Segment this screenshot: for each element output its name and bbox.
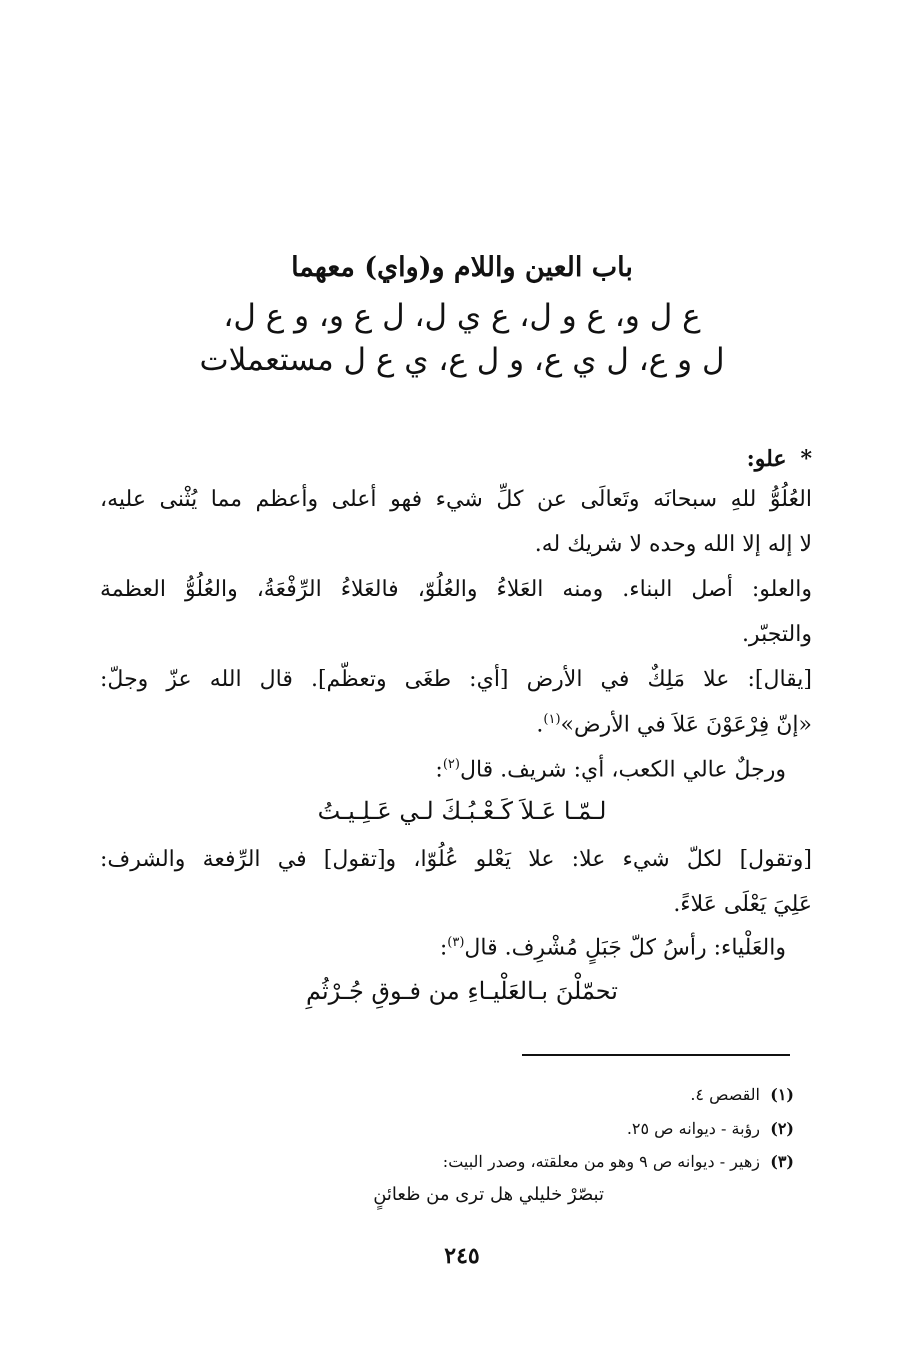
footnote-text: القصص ٤.: [690, 1085, 760, 1104]
body-line-5: [يقال]: علا مَلِكٌ في الأرض [أي: طغَى وتعظّم]. قال الله عزّ وجلّ:: [100, 667, 812, 692]
roots-line-2: ل و ع، ل ي ع، و ل ع، ي ع ل مستعملات: [199, 342, 725, 378]
entry-headword: علو:: [746, 446, 787, 472]
footnote-2: [627, 1119, 794, 1138]
body-line-9: عَلِيَ يَعْلَى عَلاءً.: [673, 892, 812, 917]
footnote-ref-3: (٣): [447, 935, 465, 950]
chapter-title: باب العين واللام و(واي) معهما: [291, 252, 633, 283]
footnote-divider: [522, 1054, 790, 1056]
colon: :: [439, 935, 448, 961]
footnote-verse: تبصّرْ خليلي هل ترى من ظعائنٍ: [373, 1184, 604, 1205]
footnote-number: (٣): [770, 1152, 794, 1171]
body-line-1: العُلُوُّ للهِ سبحانَه وتَعالَى عن كلِّ شيء فهو أعلى وأعظم مما يُثْنى عليه،: [100, 487, 812, 512]
footnote-text: زهير - ديوانه ص ٩ وهو من معلقته، وصدر البيت:: [442, 1152, 760, 1171]
body-line-4: والتجبّر.: [741, 622, 812, 647]
entry-heading-line: [100, 446, 812, 472]
quran-quote: «إنّ فِرْعَوْنَ عَلاَ في الأرض»: [560, 712, 812, 738]
footnote-number: (١): [770, 1085, 794, 1104]
body-text: ورجلٌ عالي الكعب، أي: شريف. قال: [459, 757, 786, 783]
footnote-number: (٢): [770, 1119, 794, 1138]
footnote-ref-1: (١): [543, 712, 561, 727]
footnote-1: [690, 1085, 794, 1104]
body-line-7: [100, 757, 786, 782]
footnote-ref-2: (٢): [442, 757, 460, 772]
body-line-2: لا إله إلا الله وحده لا شريك له.: [534, 532, 812, 557]
colon: :: [435, 757, 443, 783]
body-line-3: والعلو: أصل البناء. ومنه العَلاءُ والعُلُوّ، فالعَلاءُ الرِّفْعَةُ، والعُلُوُّ العظمة: [100, 577, 812, 602]
body-text: والعَلْياء: رأسُ كلّ جَبَلٍ مُشْرِف. قال: [464, 935, 786, 961]
footnote-text: رؤبة - ديوانه ص ٢٥.: [626, 1119, 760, 1138]
body-line-6: «إنّ فِرْعَوْنَ عَلاَ في الأرض»$^{(١)}$.: [536, 712, 812, 738]
verse-1: لـمّـا عَـلاَ كَـعْـبُـكَ لـي عَـلِـيـتُ: [317, 797, 607, 825]
body-line-10: [100, 935, 786, 960]
verse-2: تحمّلْنَ بـالعَلْيـاءِ من فـوقِ جُـرْثُمِ: [306, 977, 618, 1005]
footnote-3: [443, 1152, 794, 1171]
page-number: ٢٤٥: [444, 1243, 480, 1269]
body-line-8: [وتقول] لكلّ شيء علا: علا يَعْلو عُلُوّا، و[تقول] في الرِّفعة والشرف:: [100, 847, 812, 872]
roots-line-1: ع ل و، ع و ل، ع ي ل، ل ع و، و ع ل،: [223, 298, 701, 334]
entry-marker: *: [800, 446, 812, 472]
